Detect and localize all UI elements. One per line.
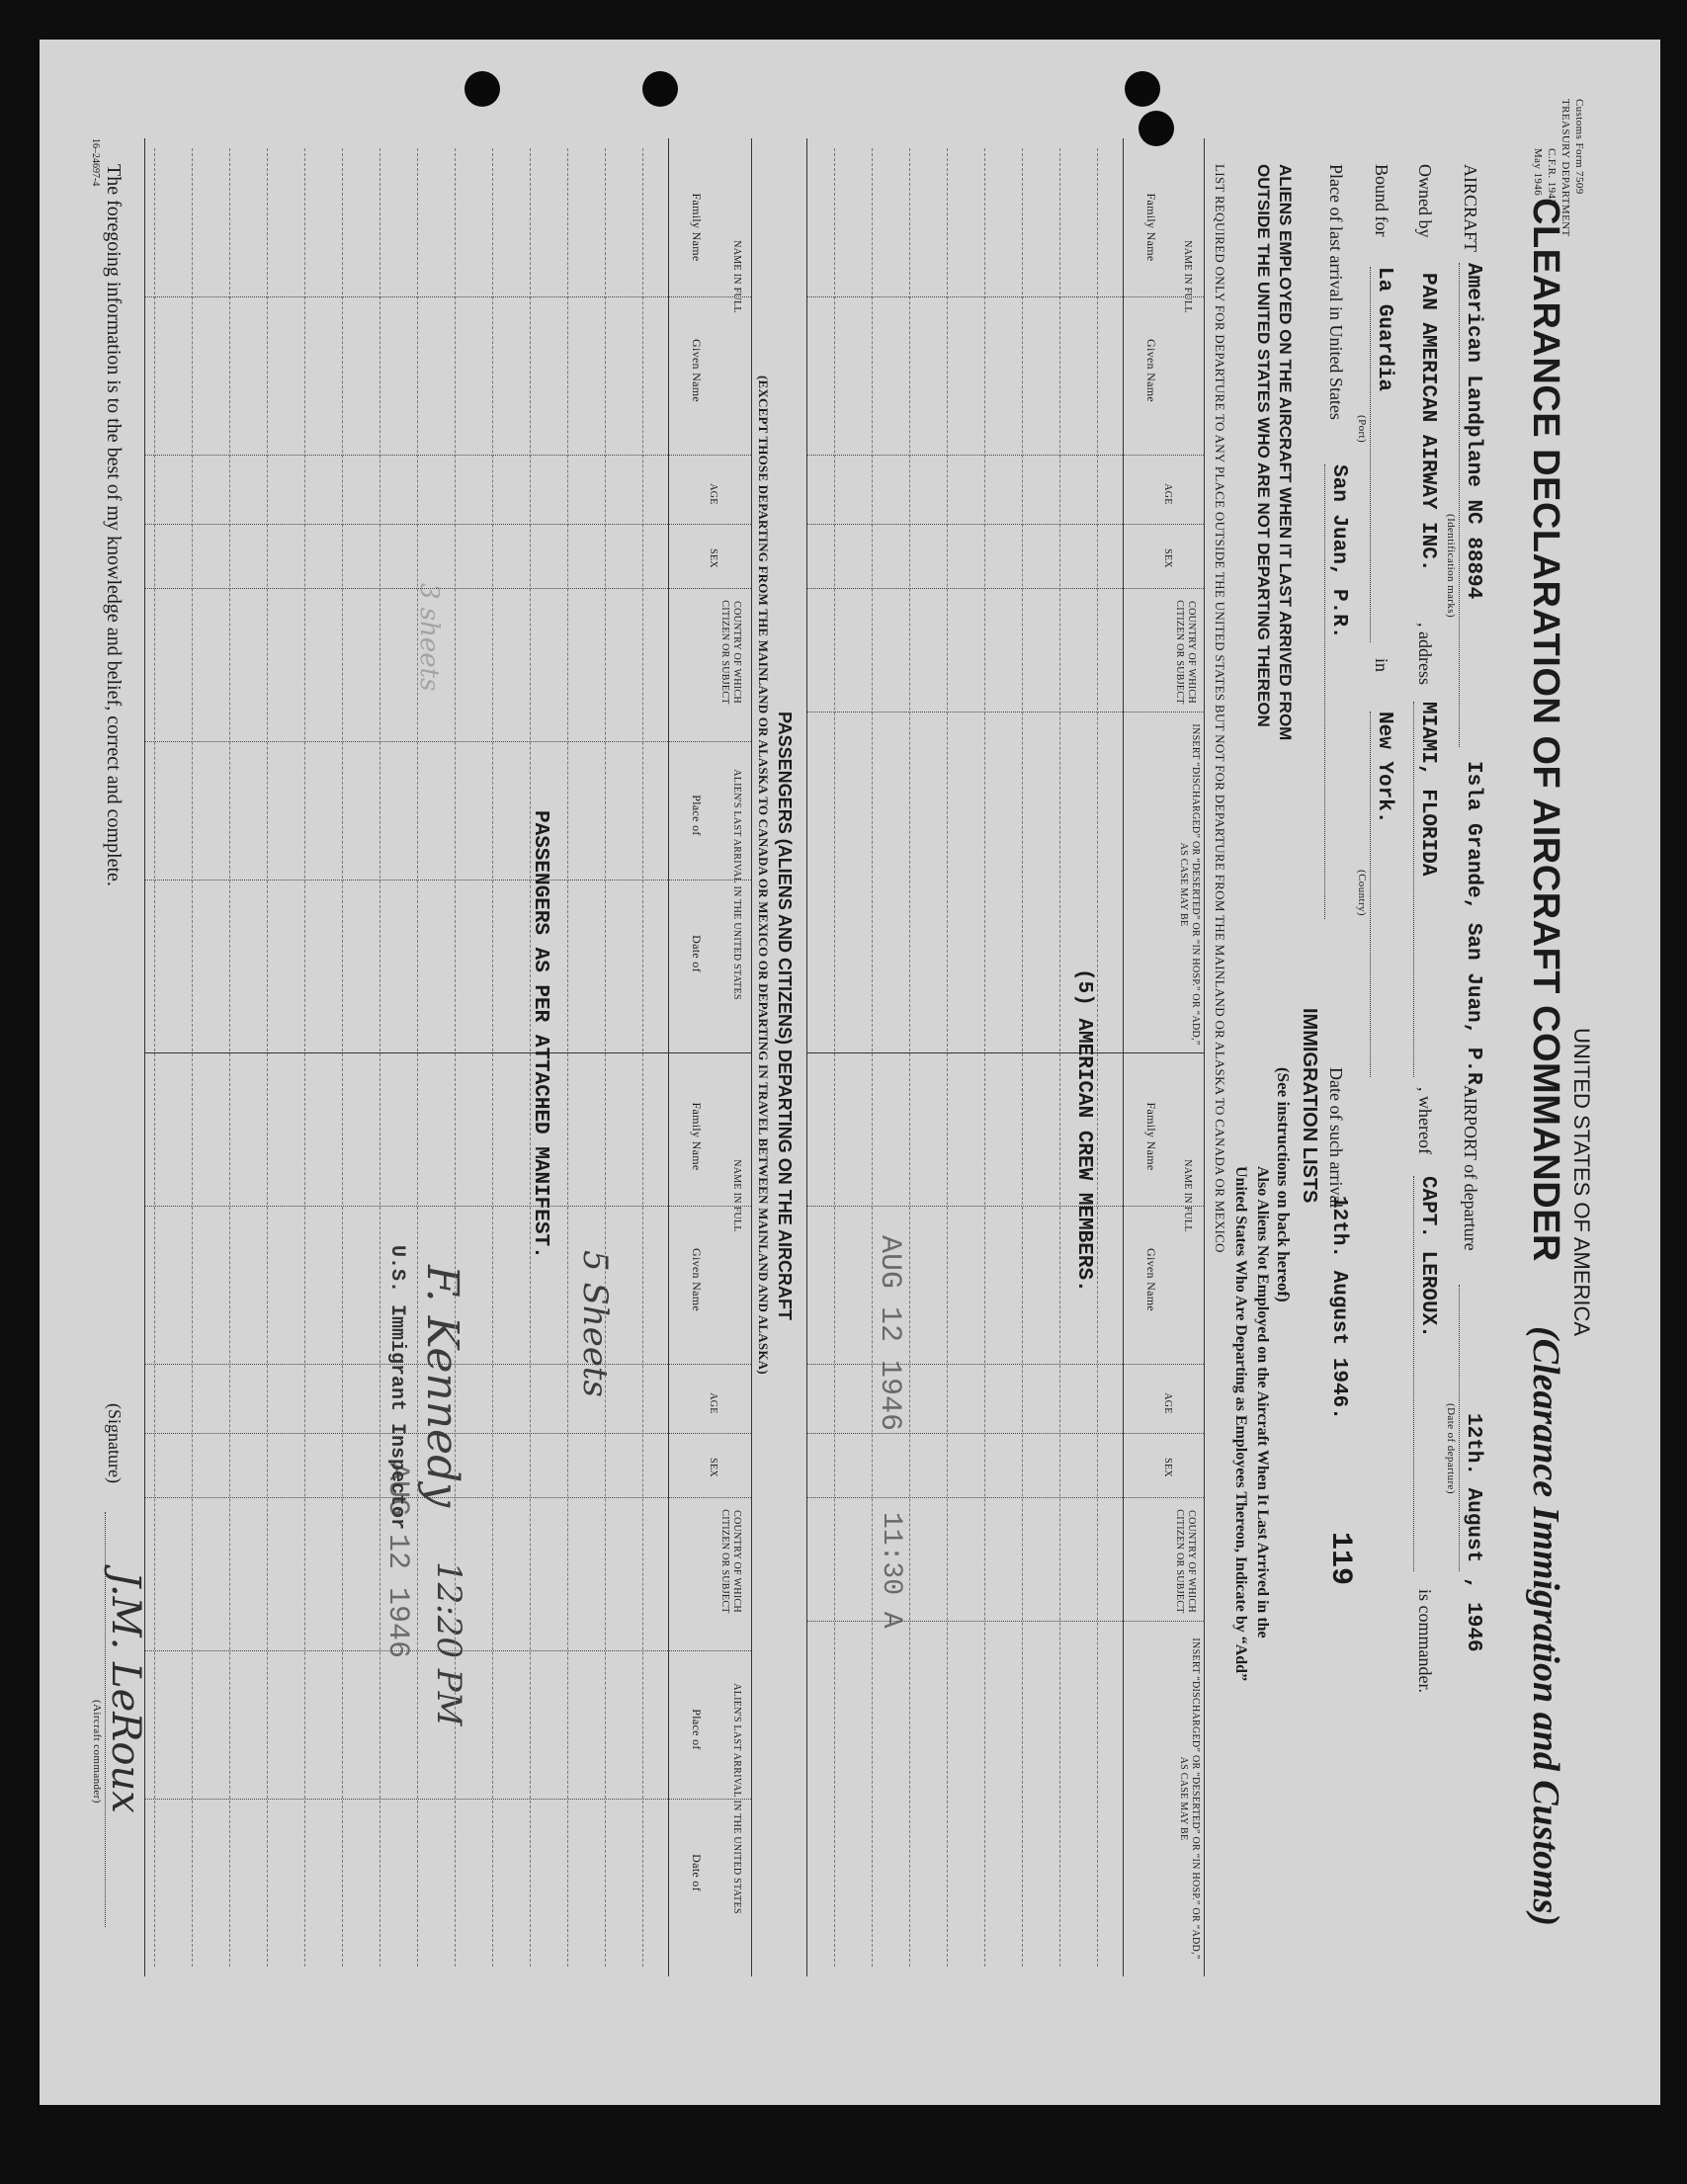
table2-row-rule xyxy=(342,148,343,1967)
table2-row-rule xyxy=(417,148,418,1967)
table2-row-rule xyxy=(267,148,268,1967)
owned-label: Owned by xyxy=(1415,164,1435,238)
table1-row-rule xyxy=(834,148,835,1967)
departure-year: , 1946 xyxy=(1462,1577,1484,1652)
t2-name-in-full: NAME IN FULL xyxy=(731,240,742,313)
immigration-title: IMMIGRATION LISTS xyxy=(1299,1008,1320,1204)
t1r-given: Given Name xyxy=(1144,1248,1158,1311)
table2-row-rule xyxy=(605,148,606,1967)
table2-column-rule xyxy=(145,455,752,456)
t2r-place: Place of xyxy=(690,1709,704,1750)
handwritten-sheets: 5 Sheets xyxy=(575,1250,615,1397)
print-code: 16–24697-4 xyxy=(90,138,101,187)
inspector-title: U.S. Immigrant Inspector xyxy=(385,1245,408,1531)
in-label: in xyxy=(1372,658,1392,673)
t2r-date: Date of xyxy=(690,1854,704,1891)
t1-country: COUNTRY OF WHICH CITIZEN OR SUBJECT xyxy=(1174,600,1197,705)
table1-center-divider xyxy=(807,1052,1205,1053)
t2r-name-in-full: NAME IN FULL xyxy=(731,1159,742,1232)
port-line xyxy=(1370,267,1371,642)
owner-value: PAN AMERICAN AIRWAY INC. xyxy=(1416,273,1439,572)
table1-row-rule xyxy=(984,148,985,1967)
table2-header-rule xyxy=(668,138,669,1976)
t1r-country: COUNTRY OF WHICH CITIZEN OR SUBJECT xyxy=(1174,1509,1197,1614)
section1-left-line2: OUTSIDE THE UNITED STATES WHO ARE NOT DEPARTING THEREON xyxy=(1254,164,1273,727)
page-subtitle: (Clearance Immigration and Customs) xyxy=(1525,1326,1566,1927)
t1-insert: INSERT “DISCHARGED” OR “DESERTED” OR “IN HOSP.” OR “ADD,” AS CASE MAY BE xyxy=(1178,723,1201,1046)
t2r-last-arrival: ALIEN'S LAST ARRIVAL IN THE UNITED STATES xyxy=(731,1683,742,1914)
signature-label: (Signature) xyxy=(105,1403,125,1483)
table1-column-rule xyxy=(807,712,1205,713)
table2-column-rule xyxy=(145,1206,752,1207)
aircraft-label: AIRCRAFT xyxy=(1461,164,1480,253)
faint-sheets-note: 3 sheets xyxy=(414,583,444,692)
table2-center-divider xyxy=(145,1052,752,1053)
t2r-country: COUNTRY OF WHICH CITIZEN OR SUBJECT xyxy=(719,1509,742,1614)
table2-row-rule xyxy=(154,148,155,1967)
table1-column-rule xyxy=(807,1206,1205,1207)
signature-sub: (Aircraft commander) xyxy=(91,1700,103,1804)
table2-column-rule xyxy=(145,880,752,881)
airport-label: AIRPORT of departure xyxy=(1461,1085,1480,1251)
t1r-age: AGE xyxy=(1162,1392,1173,1414)
t2-family: Family Name xyxy=(690,193,704,262)
t2r-age: AGE xyxy=(708,1392,718,1414)
immigration-note: (See instructions on back hereof) xyxy=(1274,1067,1293,1302)
table2-column-rule xyxy=(145,588,752,589)
section2-subtitle: (EXCEPT THOSE DEPARTING FROM THE MAINLAND OR ALASKA TO CANADA OR MEXICO OR DEPARTING IN TRAVEL BETWEEN MAINLAND AND ALASKA) xyxy=(756,376,771,1375)
t1r-name-in-full: NAME IN FULL xyxy=(1182,1159,1193,1232)
section1-requirement: LIST REQUIRED ONLY FOR DEPARTURE TO ANY PLACE OUTSIDE THE UNITED STATES BUT NOT FOR DEPARTURE FROM THE MAINLAND OR ALASKA TO CANADA OR MEXICO xyxy=(1213,164,1227,1253)
t1-name-in-full: NAME IN FULL xyxy=(1182,240,1193,313)
arrival-stamp-date: AUG 12 1946 xyxy=(873,1235,906,1432)
table1-bottom-rule xyxy=(806,138,807,1976)
page-title: CLEARANCE DECLARATION OF AIRCRAFT COMMANDER xyxy=(1525,198,1566,1262)
address-value: MIAMI, FLORIDA xyxy=(1416,702,1439,877)
t2-date: Date of xyxy=(690,935,704,972)
table1-row-rule xyxy=(1097,148,1098,1967)
t1-sex: SEX xyxy=(1162,548,1173,568)
section2-title: PASSENGERS (ALIENS AND CITIZENS) DEPARTING ON THE AIRCRAFT xyxy=(775,712,795,1321)
t1-family: Family Name xyxy=(1144,193,1158,262)
aircraft-value: American Landplane NC 88894 xyxy=(1462,263,1484,600)
airport-value: Isla Grande, San Juan, P.R. xyxy=(1462,761,1484,1098)
section1-right-line2: United States Who Are Departing as Employees Thereon, Indicate by “Add” xyxy=(1232,1166,1249,1682)
table2-row-rule xyxy=(192,148,193,1967)
country-value: New York. xyxy=(1373,712,1395,824)
t1-age: AGE xyxy=(1162,483,1173,505)
table2-row-rule xyxy=(229,148,230,1967)
t2-place: Place of xyxy=(690,795,704,836)
t2r-sex: SEX xyxy=(708,1458,718,1477)
table1-row-rule xyxy=(909,148,910,1967)
inspector-signature: F. Kennedy xyxy=(417,1265,467,1508)
country-header: UNITED STATES OF AMERICA xyxy=(1569,1028,1594,1337)
table2-column-rule xyxy=(145,296,752,297)
last-arrival-label: Place of last arrival in United States xyxy=(1326,164,1346,420)
table2-row-rule xyxy=(455,148,456,1967)
commander-signature: J.M. LeRoux xyxy=(103,1571,148,1813)
departure-date: 12th. August xyxy=(1462,1413,1484,1563)
passengers-manifest: PASSENGERS AS PER ATTACHED MANIFEST. xyxy=(529,810,551,1259)
table2-column-rule xyxy=(145,1497,752,1498)
handwritten-time: 12:20 PM xyxy=(429,1561,468,1726)
t1r-family: Family Name xyxy=(1144,1102,1158,1171)
table1-row-rule xyxy=(1022,148,1023,1967)
arrival-date-label: Date of such arrival xyxy=(1326,1067,1346,1209)
table2-row-rule xyxy=(492,148,493,1967)
table1-column-rule xyxy=(807,524,1205,525)
section1-right-line1: Also Aliens Not Employed on the Aircraft When It Last Arrived in the xyxy=(1254,1166,1271,1638)
table2-column-rule xyxy=(145,524,752,525)
t1r-sex: SEX xyxy=(1162,1458,1173,1477)
last-arrival-value: San Juan, P.R. xyxy=(1327,464,1350,639)
port-sub: (Port) xyxy=(1356,415,1368,444)
table1-top-rule xyxy=(1204,138,1205,1976)
table2-column-rule xyxy=(145,1433,752,1434)
arrival-date: 12th. August 1946. xyxy=(1327,1196,1350,1420)
address-label: , address xyxy=(1415,623,1435,685)
table1-column-rule xyxy=(807,1433,1205,1434)
t2-given: Given Name xyxy=(690,339,704,402)
table2-row-rule xyxy=(567,148,568,1967)
t1r-insert: INSERT “DISCHARGED” OR “DESERTED” OR “IN HOSP.” OR “ADD,” AS CASE MAY BE xyxy=(1178,1638,1201,1960)
table1-column-rule xyxy=(807,1497,1205,1498)
footer-statement: The foregoing information is to the best of my knowledge and belief, correct and complete. xyxy=(103,164,125,886)
table2-top-rule xyxy=(751,138,752,1976)
table2-column-rule xyxy=(145,741,752,742)
table1-row-rule xyxy=(947,148,948,1967)
commander-suffix: is commander. xyxy=(1415,1589,1435,1693)
t2r-family: Family Name xyxy=(690,1102,704,1171)
table1-column-rule xyxy=(807,1621,1205,1622)
table2-column-rule xyxy=(145,1364,752,1365)
t2-sex: SEX xyxy=(708,548,718,568)
last-arrival-line xyxy=(1324,464,1325,919)
table2-row-rule xyxy=(642,148,643,1967)
table2-row-rule xyxy=(304,148,305,1967)
table1-column-rule xyxy=(807,1364,1205,1365)
date-line xyxy=(1459,1285,1460,1571)
t1-given: Given Name xyxy=(1144,339,1158,402)
aircraft-sub: (Identification marks) xyxy=(1445,514,1457,619)
table2-column-rule xyxy=(145,1799,752,1800)
country-sub: (Country) xyxy=(1356,870,1368,916)
table1-row-rule xyxy=(872,148,873,1967)
t2r-given: Given Name xyxy=(690,1248,704,1311)
commander-line xyxy=(1413,1176,1414,1571)
arrival-stamp-time: 11:30 A xyxy=(876,1512,906,1629)
table1-row-rule xyxy=(1059,148,1060,1967)
flight-number: 119 xyxy=(1323,1532,1357,1586)
t2-age: AGE xyxy=(708,483,718,505)
commander-value: CAPT. LEROUX. xyxy=(1416,1176,1439,1338)
form-number: Customs Form 7509 xyxy=(1573,99,1585,195)
whereof-label: , whereof xyxy=(1415,1087,1435,1154)
departure-sub: (Date of departure) xyxy=(1445,1403,1457,1494)
form-dept: TREASURY DEPARTMENT xyxy=(1560,99,1571,237)
crew-members: (5) AMERICAN CREW MEMBERS. xyxy=(1072,968,1095,1293)
port-value: La Guardia xyxy=(1373,267,1395,392)
table2-row-rule xyxy=(530,148,531,1967)
inspector-stamp-date: AUG 12 1946 xyxy=(380,1463,414,1659)
aircraft-line xyxy=(1459,263,1460,747)
table1-column-rule xyxy=(807,296,1205,297)
section1-left-line1: ALIENS EMPLOYED ON THE AIRCRAFT WHEN IT LAST ARRIVED FROM xyxy=(1276,164,1295,741)
t2-country: COUNTRY OF WHICH CITIZEN OR SUBJECT xyxy=(719,600,742,705)
table1-column-rule xyxy=(807,588,1205,589)
table1-column-rule xyxy=(807,455,1205,456)
country-line xyxy=(1370,712,1371,1077)
form-cfr: C.F.R. 1943 xyxy=(1546,148,1558,206)
form-date: May 1946 xyxy=(1532,148,1544,197)
t2-last-arrival: ALIEN'S LAST ARRIVAL IN THE UNITED STATES xyxy=(731,769,742,1000)
table2-column-rule xyxy=(145,1650,752,1651)
address-line xyxy=(1413,702,1414,1077)
table1-header-rule xyxy=(1123,138,1124,1976)
bound-label: Bound for xyxy=(1372,164,1392,237)
